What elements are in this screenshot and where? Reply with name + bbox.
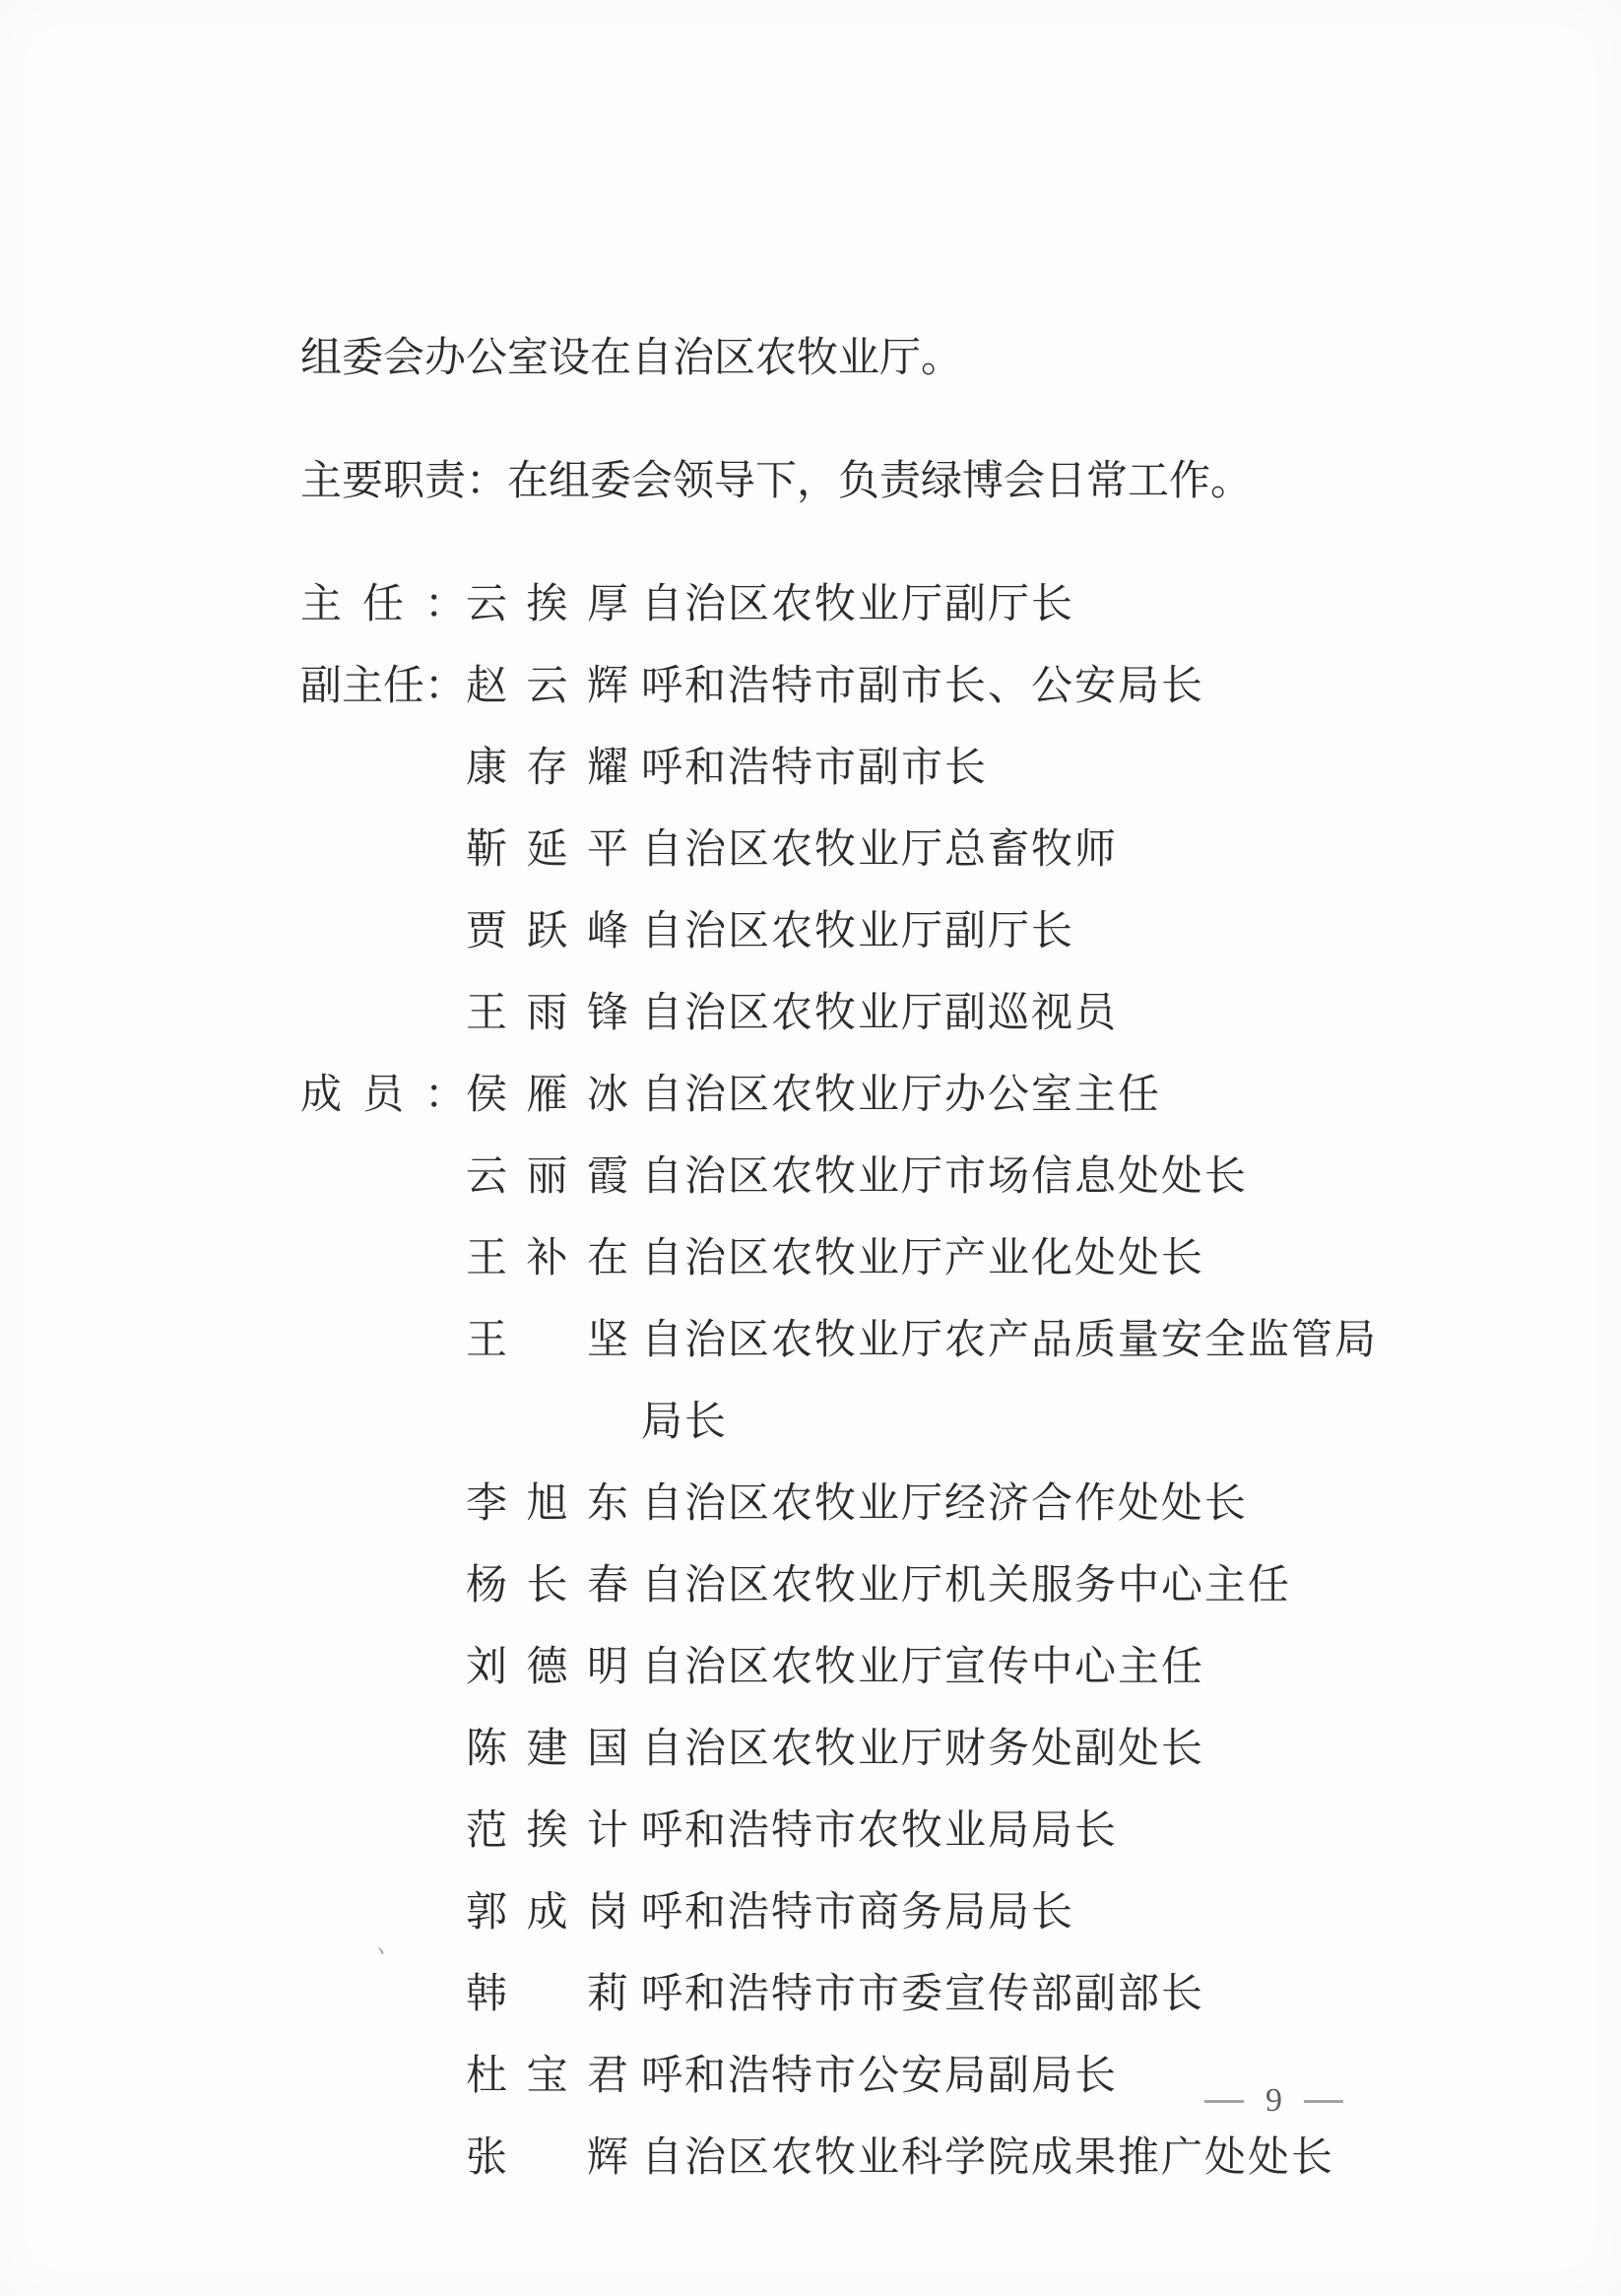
member-name: 侯雁冰 <box>466 1073 628 1118</box>
footer-right-dash <box>1304 2100 1343 2103</box>
member-name: 王坚 <box>466 1318 628 1363</box>
member-name: 韩莉 <box>466 1972 628 2017</box>
roster-row <box>0 906 1621 988</box>
member-title: 自治区农牧业厅产业化处处长 <box>641 1236 1205 1281</box>
member-title: 呼和浩特市农牧业局局长 <box>641 1808 1119 1854</box>
member-title: 自治区农牧业厅总畜牧师 <box>641 827 1119 873</box>
roster-row <box>0 1642 1621 1724</box>
footer-left-dash <box>1204 2100 1244 2103</box>
member-name: 康存耀 <box>466 746 628 791</box>
role-label: 成员： <box>300 1073 466 1118</box>
member-name: 杜宝君 <box>466 2054 628 2099</box>
roster-row <box>0 661 1621 743</box>
member-title: 局长 <box>641 1400 729 1445</box>
roster-row <box>0 1478 1621 1560</box>
member-title: 自治区农牧业厅副厅长 <box>641 582 1075 627</box>
roster-row <box>0 2051 1621 2132</box>
roster-row <box>0 824 1621 906</box>
roster-row <box>0 1233 1621 1315</box>
member-title: 自治区农牧业厅市场信息处处长 <box>641 1154 1249 1200</box>
roster-row <box>0 1070 1621 1151</box>
roster-row <box>0 1151 1621 1233</box>
member-title: 自治区农牧业厅副巡视员 <box>641 991 1119 1036</box>
member-name: 张辉 <box>466 2135 628 2181</box>
member-title: 呼和浩特市市委宣传部副部长 <box>641 1972 1205 2017</box>
roster-row-continuation <box>0 1397 1621 1478</box>
roster-row <box>0 579 1621 661</box>
member-name: 王补在 <box>466 1236 628 1281</box>
member-title: 自治区农牧业厅副厅长 <box>641 909 1075 954</box>
member-title: 自治区农牧业厅办公室主任 <box>641 1073 1162 1118</box>
intro-line-2: 主要职责：在组委会领导下，负责绿博会日常工作。 <box>300 459 1253 504</box>
role-label: 主任： <box>300 582 466 627</box>
roster-row <box>0 1969 1621 2051</box>
roster-row <box>0 988 1621 1070</box>
page-number: 9 <box>1265 2082 1282 2119</box>
roster-row <box>0 1560 1621 1642</box>
member-name: 赵云辉 <box>466 664 628 709</box>
member-title: 呼和浩特市副市长 <box>641 746 989 791</box>
member-name: 李旭东 <box>466 1481 628 1527</box>
member-name: 王雨锋 <box>466 991 628 1036</box>
member-title: 自治区农牧业科学院成果推广处处长 <box>641 2135 1335 2181</box>
role-label: 副主任： <box>300 664 467 709</box>
member-title: 自治区农牧业厅机关服务中心主任 <box>641 1563 1292 1608</box>
member-name: 陈建国 <box>466 1727 628 1772</box>
roster-row <box>0 1315 1621 1397</box>
member-title: 呼和浩特市公安局副局长 <box>641 2054 1119 2099</box>
member-name: 靳延平 <box>466 827 628 873</box>
member-title: 自治区农牧业厅宣传中心主任 <box>641 1645 1205 1690</box>
member-name: 刘德明 <box>466 1645 628 1690</box>
member-title: 呼和浩特市商务局局长 <box>641 1890 1075 1935</box>
member-name: 范挨计 <box>466 1808 628 1854</box>
member-name: 杨长春 <box>466 1563 628 1608</box>
scan-artifact-mark: 、 <box>375 1929 405 1961</box>
member-name: 郭成岗 <box>466 1890 628 1935</box>
roster-row <box>0 1724 1621 1805</box>
member-name: 贾跃峰 <box>466 909 628 954</box>
document-body <box>0 292 1621 2214</box>
member-name: 云丽霞 <box>466 1154 628 1200</box>
member-title: 自治区农牧业厅经济合作处处长 <box>641 1481 1249 1527</box>
intro-line-1: 组委会办公室设在自治区农牧业厅。 <box>300 336 963 381</box>
member-title: 呼和浩特市副市长、公安局长 <box>641 664 1205 709</box>
roster-row <box>0 2132 1621 2214</box>
roster-row <box>0 743 1621 824</box>
page-footer <box>1204 2084 1343 2118</box>
member-title: 自治区农牧业厅财务处副处长 <box>641 1727 1205 1772</box>
roster-row <box>0 1805 1621 1887</box>
roster-row <box>0 1887 1621 1969</box>
member-title: 自治区农牧业厅农产品质量安全监管局 <box>641 1318 1379 1363</box>
member-name: 云挨厚 <box>466 582 628 627</box>
